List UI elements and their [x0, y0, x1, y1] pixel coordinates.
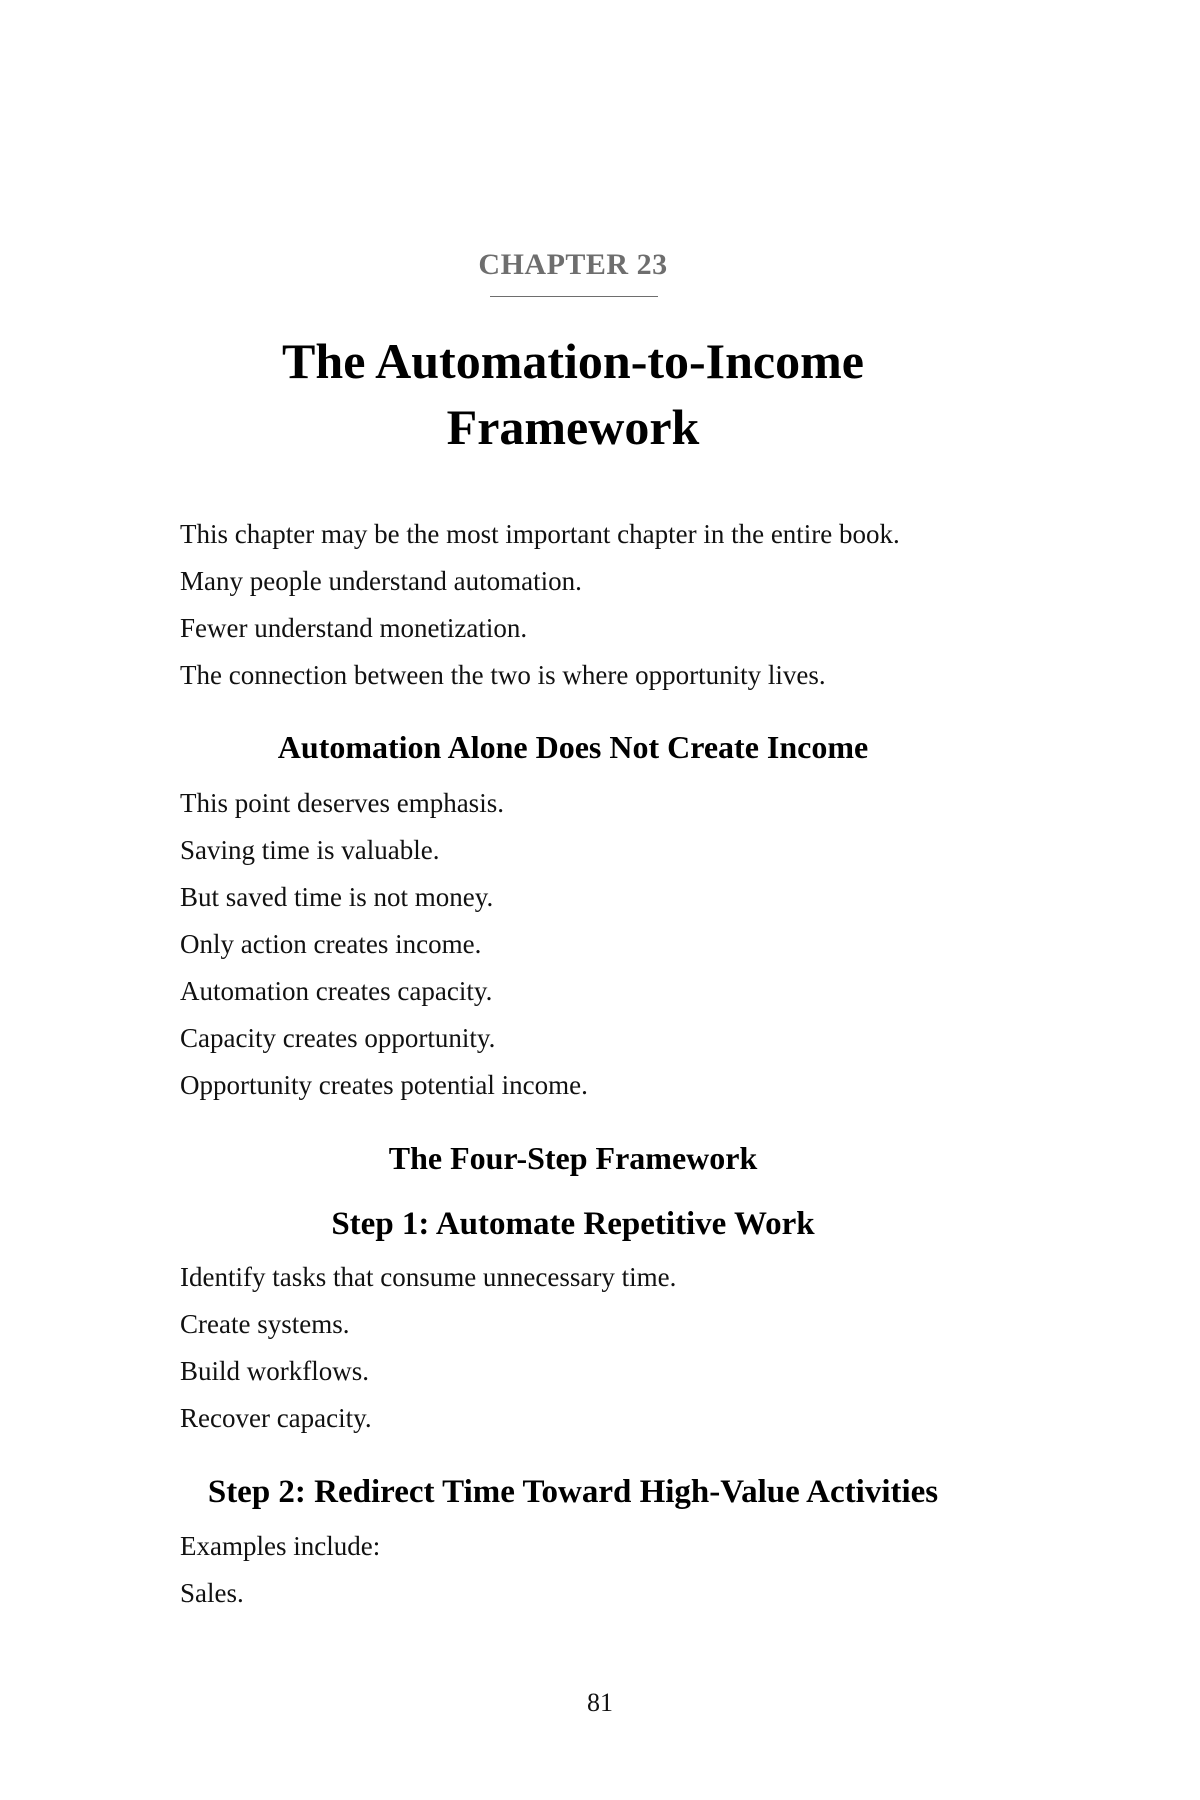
- step-1-paragraph: Recover capacity.: [180, 1403, 372, 1433]
- chapter-divider: [490, 296, 658, 297]
- section-heading-automation: Automation Alone Does Not Create Income: [277, 729, 869, 765]
- step-2-paragraph: Examples include:: [180, 1531, 381, 1561]
- intro-paragraph: The connection between the two is where opportunity lives.: [180, 660, 826, 690]
- intro-paragraph: Many people understand automation.: [180, 566, 582, 596]
- step-1-paragraph: Build workflows.: [180, 1356, 369, 1386]
- body-paragraph: But saved time is not money.: [180, 882, 494, 912]
- chapter-label: CHAPTER 23: [478, 248, 668, 281]
- page-number: 81: [587, 1688, 613, 1717]
- step-1-paragraph: Create systems.: [180, 1309, 350, 1339]
- body-paragraph: Automation creates capacity.: [180, 976, 493, 1006]
- body-paragraph: Opportunity creates potential income.: [180, 1070, 588, 1100]
- step-2-paragraph: Sales.: [180, 1578, 244, 1608]
- intro-paragraph: This chapter may be the most important chapter in the entire book.: [180, 519, 900, 549]
- body-paragraph: Capacity creates opportunity.: [180, 1023, 496, 1053]
- step-1-heading: Step 1: Automate Repetitive Work: [331, 1206, 815, 1242]
- body-paragraph: Only action creates income.: [180, 929, 482, 959]
- body-paragraph: Saving time is valuable.: [180, 835, 440, 865]
- intro-paragraph: Fewer understand monetization.: [180, 613, 528, 643]
- step-2-heading: Step 2: Redirect Time Toward High-Value Activities: [207, 1474, 939, 1510]
- chapter-title-line-2: Framework: [446, 399, 700, 455]
- chapter-title-line-1: The Automation-to-Income: [282, 333, 864, 389]
- chapter-title: [0, 328, 1146, 460]
- step-1-paragraph: Identify tasks that consume unnecessary time.: [180, 1262, 677, 1292]
- section-heading-framework: The Four-Step Framework: [388, 1140, 758, 1176]
- chapter-body: [180, 511, 1040, 1617]
- body-paragraph: This point deserves emphasis.: [180, 788, 504, 818]
